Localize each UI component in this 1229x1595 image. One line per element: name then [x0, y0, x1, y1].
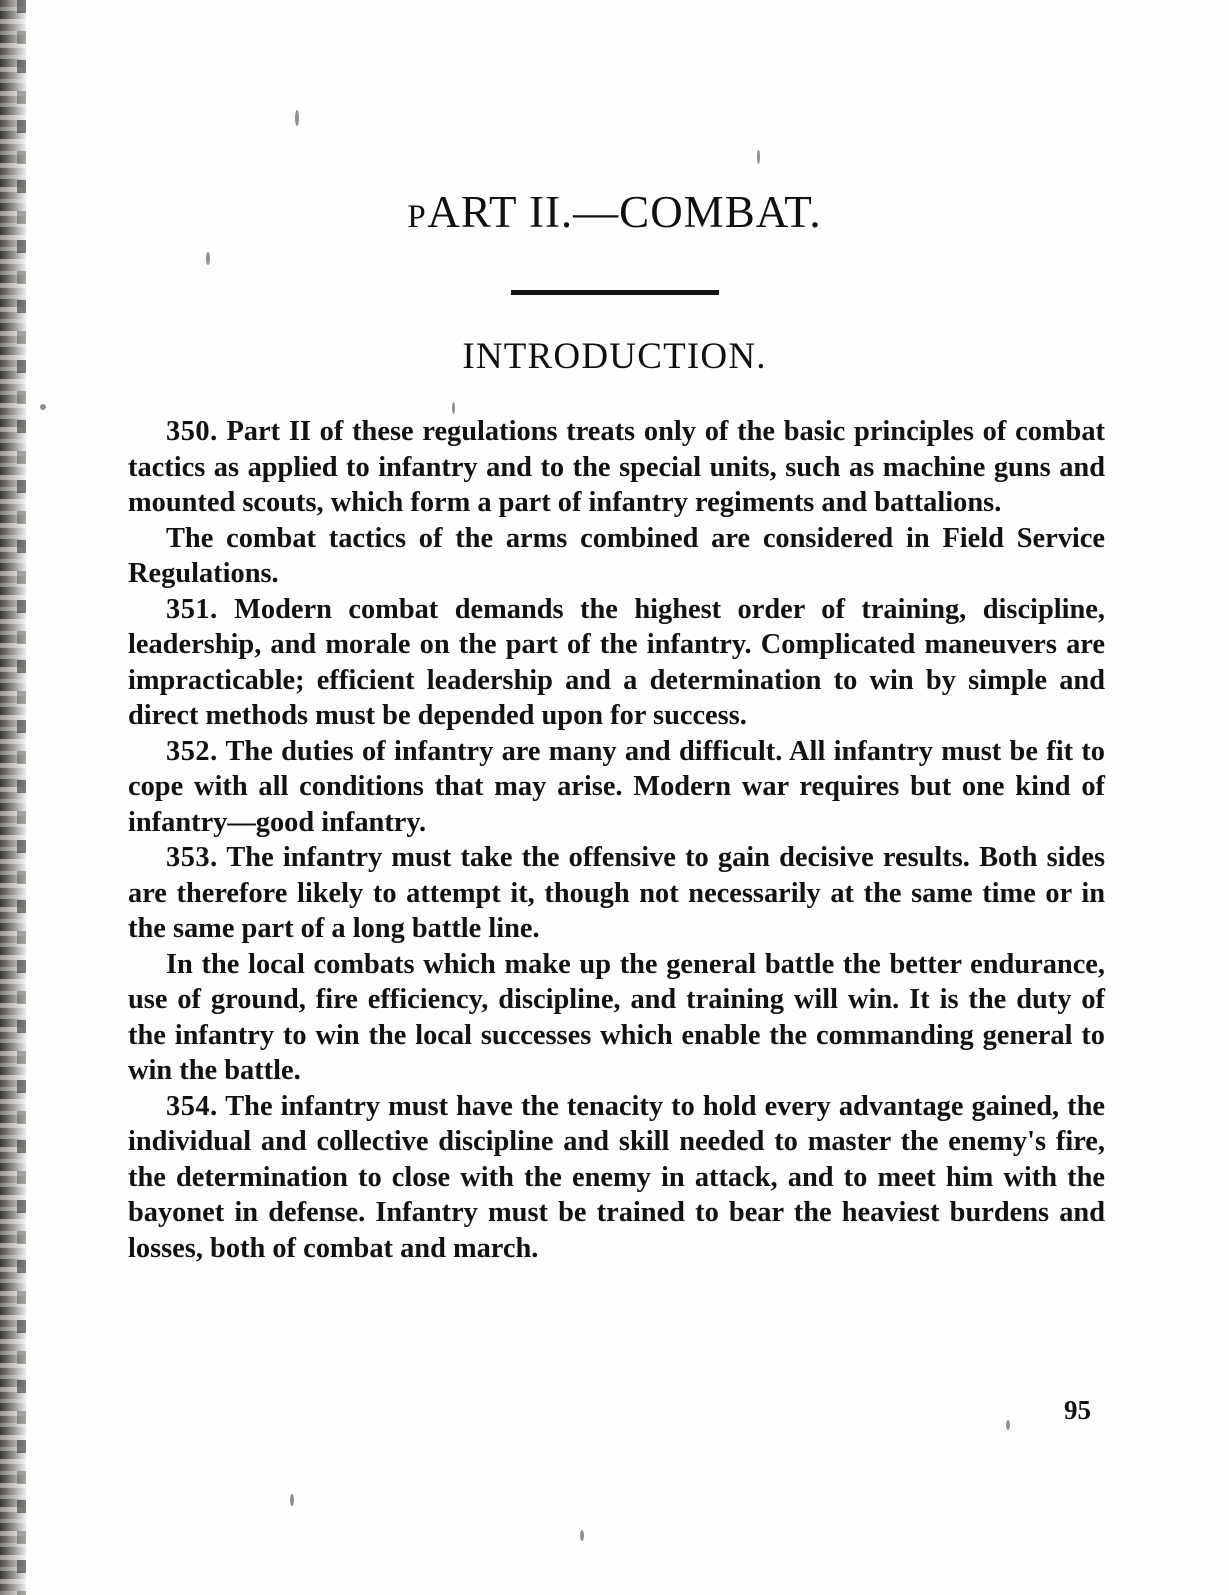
paragraph [128, 414, 1105, 521]
paragraph-number: 352. [166, 735, 218, 767]
section-heading: INTRODUCTION. [462, 336, 767, 377]
paragraph-number: 354. [166, 1090, 218, 1122]
paragraph-number: 353. [166, 842, 218, 873]
body-text [128, 414, 1105, 1266]
paragraph-text: Modern combat demands the highest order of training, discipline, leadership, and morale on the part of the infantry. Complicated maneuvers are impracticable; efficient leadership and a determination to win by simple and direct methods must be depended upon for success. [128, 593, 1105, 731]
paragraph-text: In the local combats which make up the general battle the better endurance, use of ground, fire efficiency, discipline, and training will win. It is the duty of the infantry to win the local successes which enable the commanding general to win the battle. [128, 948, 1105, 1086]
page-number: 95 [1064, 1395, 1091, 1425]
page-title-text: ART II.—COMBAT. [427, 187, 822, 237]
paragraph-text: Part II of these regulations treats only of the basic principles of combat tactics as applied to infantry and to the special units, such as machine guns and mounted scouts, which form a part of infantry regiments and battalions. [128, 416, 1105, 518]
paragraph-text: The duties of infantry are many and difficult. All infantry must be fit to cope with all conditions that may arise. Modern war requires but one kind of infantry—good infantry. [128, 735, 1105, 838]
paragraph-text: The infantry must have the tenacity to hold every advantage gained, the individual and collective discipline and skill needed to master the enemy's fire, the determination to close with the enemy in attack, and to meet him with the bayonet in defense. Infantry must be trained to bear the heaviest burdens and losses, both of combat and march. [128, 1090, 1105, 1264]
paragraph-number: 350. [166, 416, 218, 447]
paragraph-text: The infantry must take the offensive to gain decisive results. Both sides are therefore likely to attempt it, though not necessarily at the same time or in the same part of a long battle line. [128, 842, 1105, 944]
paragraph-text: The combat tactics of the arms combined are considered in Field Service Regulations. [128, 522, 1105, 589]
paragraph [128, 840, 1105, 947]
paragraph [128, 592, 1105, 734]
paragraph [128, 1089, 1105, 1267]
paragraph [128, 947, 1105, 1089]
page-title [0, 0, 1229, 238]
paragraph [128, 521, 1105, 592]
page-title-smallcaps: P [407, 199, 428, 235]
divider-rule [511, 290, 719, 295]
paragraph-number: 351. [166, 593, 218, 625]
paragraph [128, 734, 1105, 841]
